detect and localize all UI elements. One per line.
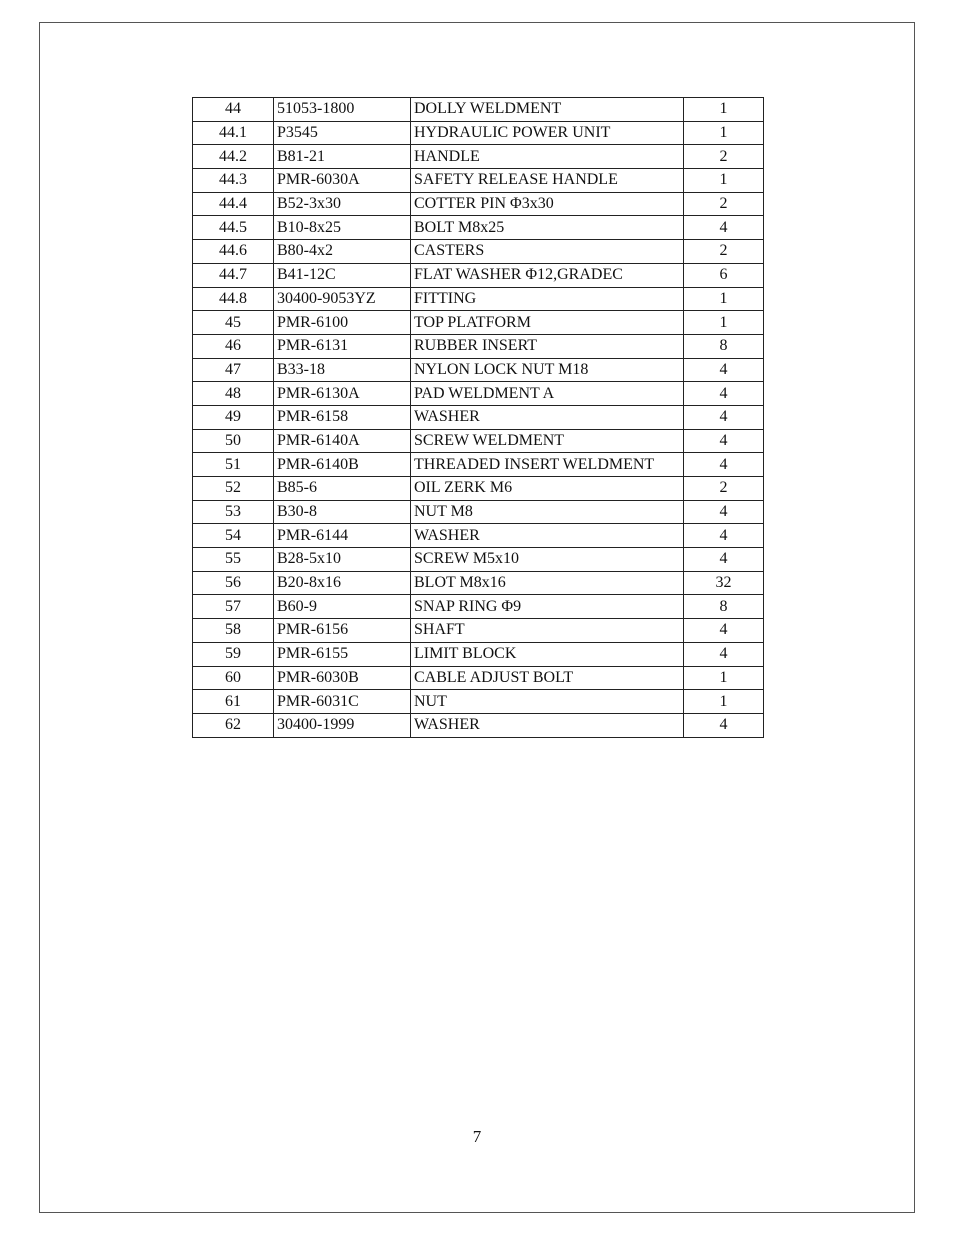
table-row <box>193 334 764 358</box>
description-cell: DOLLY WELDMENT <box>411 98 684 122</box>
description-cell: SAFETY RELEASE HANDLE <box>411 169 684 193</box>
description-cell: CABLE ADJUST BOLT <box>411 666 684 690</box>
quantity-cell: 1 <box>684 690 764 714</box>
item-number-cell: 53 <box>193 500 274 524</box>
item-number-cell: 44 <box>193 98 274 122</box>
part-number-cell: PMR-6030A <box>274 169 411 193</box>
item-number-cell: 44.7 <box>193 263 274 287</box>
part-number-cell: PMR-6031C <box>274 690 411 714</box>
table-row <box>193 263 764 287</box>
item-number-cell: 50 <box>193 429 274 453</box>
item-number-cell: 46 <box>193 334 274 358</box>
table-row <box>193 619 764 643</box>
part-number-cell: PMR-6156 <box>274 619 411 643</box>
item-number-cell: 55 <box>193 548 274 572</box>
part-number-cell: PMR-6144 <box>274 524 411 548</box>
description-cell: OIL ZERK M6 <box>411 477 684 501</box>
part-number-cell: P3545 <box>274 121 411 145</box>
item-number-cell: 59 <box>193 642 274 666</box>
part-number-cell: PMR-6155 <box>274 642 411 666</box>
quantity-cell: 4 <box>684 524 764 548</box>
description-cell: CASTERS <box>411 240 684 264</box>
part-number-cell: B60-9 <box>274 595 411 619</box>
part-number-cell: 30400-9053YZ <box>274 287 411 311</box>
page-number: 7 <box>472 1127 482 1146</box>
quantity-cell: 8 <box>684 595 764 619</box>
item-number-cell: 44.2 <box>193 145 274 169</box>
description-cell: BLOT M8x16 <box>411 571 684 595</box>
parts-list-body <box>193 98 764 738</box>
table-row <box>193 690 764 714</box>
table-row <box>193 287 764 311</box>
description-cell: FLAT WASHER Φ12,GRADEC <box>411 263 684 287</box>
item-number-cell: 62 <box>193 713 274 737</box>
quantity-cell: 1 <box>684 287 764 311</box>
part-number-cell: 30400-1999 <box>274 713 411 737</box>
part-number-cell: PMR-6100 <box>274 311 411 335</box>
quantity-cell: 2 <box>684 477 764 501</box>
table-row <box>193 192 764 216</box>
quantity-cell: 1 <box>684 169 764 193</box>
item-number-cell: 44.3 <box>193 169 274 193</box>
part-number-cell: PMR-6131 <box>274 334 411 358</box>
item-number-cell: 44.5 <box>193 216 274 240</box>
description-cell: PAD WELDMENT A <box>411 382 684 406</box>
table-row <box>193 548 764 572</box>
description-cell: WASHER <box>411 713 684 737</box>
description-cell: SCREW M5x10 <box>411 548 684 572</box>
quantity-cell: 6 <box>684 263 764 287</box>
quantity-cell: 8 <box>684 334 764 358</box>
table-row <box>193 405 764 429</box>
quantity-cell: 32 <box>684 571 764 595</box>
quantity-cell: 4 <box>684 405 764 429</box>
description-cell: HANDLE <box>411 145 684 169</box>
item-number-cell: 60 <box>193 666 274 690</box>
quantity-cell: 4 <box>684 358 764 382</box>
item-number-cell: 49 <box>193 405 274 429</box>
part-number-cell: B81-21 <box>274 145 411 169</box>
item-number-cell: 44.1 <box>193 121 274 145</box>
item-number-cell: 51 <box>193 453 274 477</box>
quantity-cell: 4 <box>684 713 764 737</box>
part-number-cell: PMR-6130A <box>274 382 411 406</box>
part-number-cell: 51053-1800 <box>274 98 411 122</box>
description-cell: NUT <box>411 690 684 714</box>
table-row <box>193 571 764 595</box>
table-row <box>193 216 764 240</box>
part-number-cell: B28-5x10 <box>274 548 411 572</box>
quantity-cell: 4 <box>684 429 764 453</box>
description-cell: HYDRAULIC POWER UNIT <box>411 121 684 145</box>
quantity-cell: 4 <box>684 216 764 240</box>
quantity-cell: 4 <box>684 382 764 406</box>
description-cell: WASHER <box>411 524 684 548</box>
description-cell: SHAFT <box>411 619 684 643</box>
item-number-cell: 48 <box>193 382 274 406</box>
quantity-cell: 2 <box>684 145 764 169</box>
table-row <box>193 121 764 145</box>
quantity-cell: 1 <box>684 121 764 145</box>
table-row <box>193 382 764 406</box>
item-number-cell: 54 <box>193 524 274 548</box>
table-row <box>193 429 764 453</box>
description-cell: SNAP RING Φ9 <box>411 595 684 619</box>
table-row <box>193 500 764 524</box>
quantity-cell: 4 <box>684 548 764 572</box>
description-cell: RUBBER INSERT <box>411 334 684 358</box>
part-number-cell: B41-12C <box>274 263 411 287</box>
table-row <box>193 358 764 382</box>
description-cell: COTTER PIN Φ3x30 <box>411 192 684 216</box>
description-cell: NUT M8 <box>411 500 684 524</box>
table-row <box>193 524 764 548</box>
table-row <box>193 713 764 737</box>
description-cell: WASHER <box>411 405 684 429</box>
table-row <box>193 595 764 619</box>
parts-list-table <box>192 97 764 738</box>
table-row <box>193 145 764 169</box>
description-cell: NYLON LOCK NUT M18 <box>411 358 684 382</box>
quantity-cell: 2 <box>684 240 764 264</box>
part-number-cell: PMR-6140B <box>274 453 411 477</box>
item-number-cell: 44.8 <box>193 287 274 311</box>
part-number-cell: B20-8x16 <box>274 571 411 595</box>
table-row <box>193 240 764 264</box>
table-row <box>193 666 764 690</box>
description-cell: TOP PLATFORM <box>411 311 684 335</box>
quantity-cell: 4 <box>684 642 764 666</box>
description-cell: THREADED INSERT WELDMENT <box>411 453 684 477</box>
part-number-cell: B85-6 <box>274 477 411 501</box>
part-number-cell: PMR-6158 <box>274 405 411 429</box>
part-number-cell: B33-18 <box>274 358 411 382</box>
table-row <box>193 98 764 122</box>
table-row <box>193 642 764 666</box>
description-cell: BOLT M8x25 <box>411 216 684 240</box>
item-number-cell: 44.6 <box>193 240 274 264</box>
part-number-cell: PMR-6140A <box>274 429 411 453</box>
table-row <box>193 453 764 477</box>
part-number-cell: B10-8x25 <box>274 216 411 240</box>
table-row <box>193 477 764 501</box>
quantity-cell: 4 <box>684 453 764 477</box>
description-cell: FITTING <box>411 287 684 311</box>
item-number-cell: 57 <box>193 595 274 619</box>
quantity-cell: 2 <box>684 192 764 216</box>
item-number-cell: 56 <box>193 571 274 595</box>
quantity-cell: 1 <box>684 666 764 690</box>
part-number-cell: B52-3x30 <box>274 192 411 216</box>
quantity-cell: 4 <box>684 619 764 643</box>
part-number-cell: B80-4x2 <box>274 240 411 264</box>
quantity-cell: 4 <box>684 500 764 524</box>
item-number-cell: 44.4 <box>193 192 274 216</box>
item-number-cell: 45 <box>193 311 274 335</box>
table-row <box>193 311 764 335</box>
item-number-cell: 47 <box>193 358 274 382</box>
item-number-cell: 61 <box>193 690 274 714</box>
quantity-cell: 1 <box>684 311 764 335</box>
part-number-cell: PMR-6030B <box>274 666 411 690</box>
quantity-cell: 1 <box>684 98 764 122</box>
item-number-cell: 58 <box>193 619 274 643</box>
table-row <box>193 169 764 193</box>
description-cell: LIMIT BLOCK <box>411 642 684 666</box>
description-cell: SCREW WELDMENT <box>411 429 684 453</box>
item-number-cell: 52 <box>193 477 274 501</box>
part-number-cell: B30-8 <box>274 500 411 524</box>
